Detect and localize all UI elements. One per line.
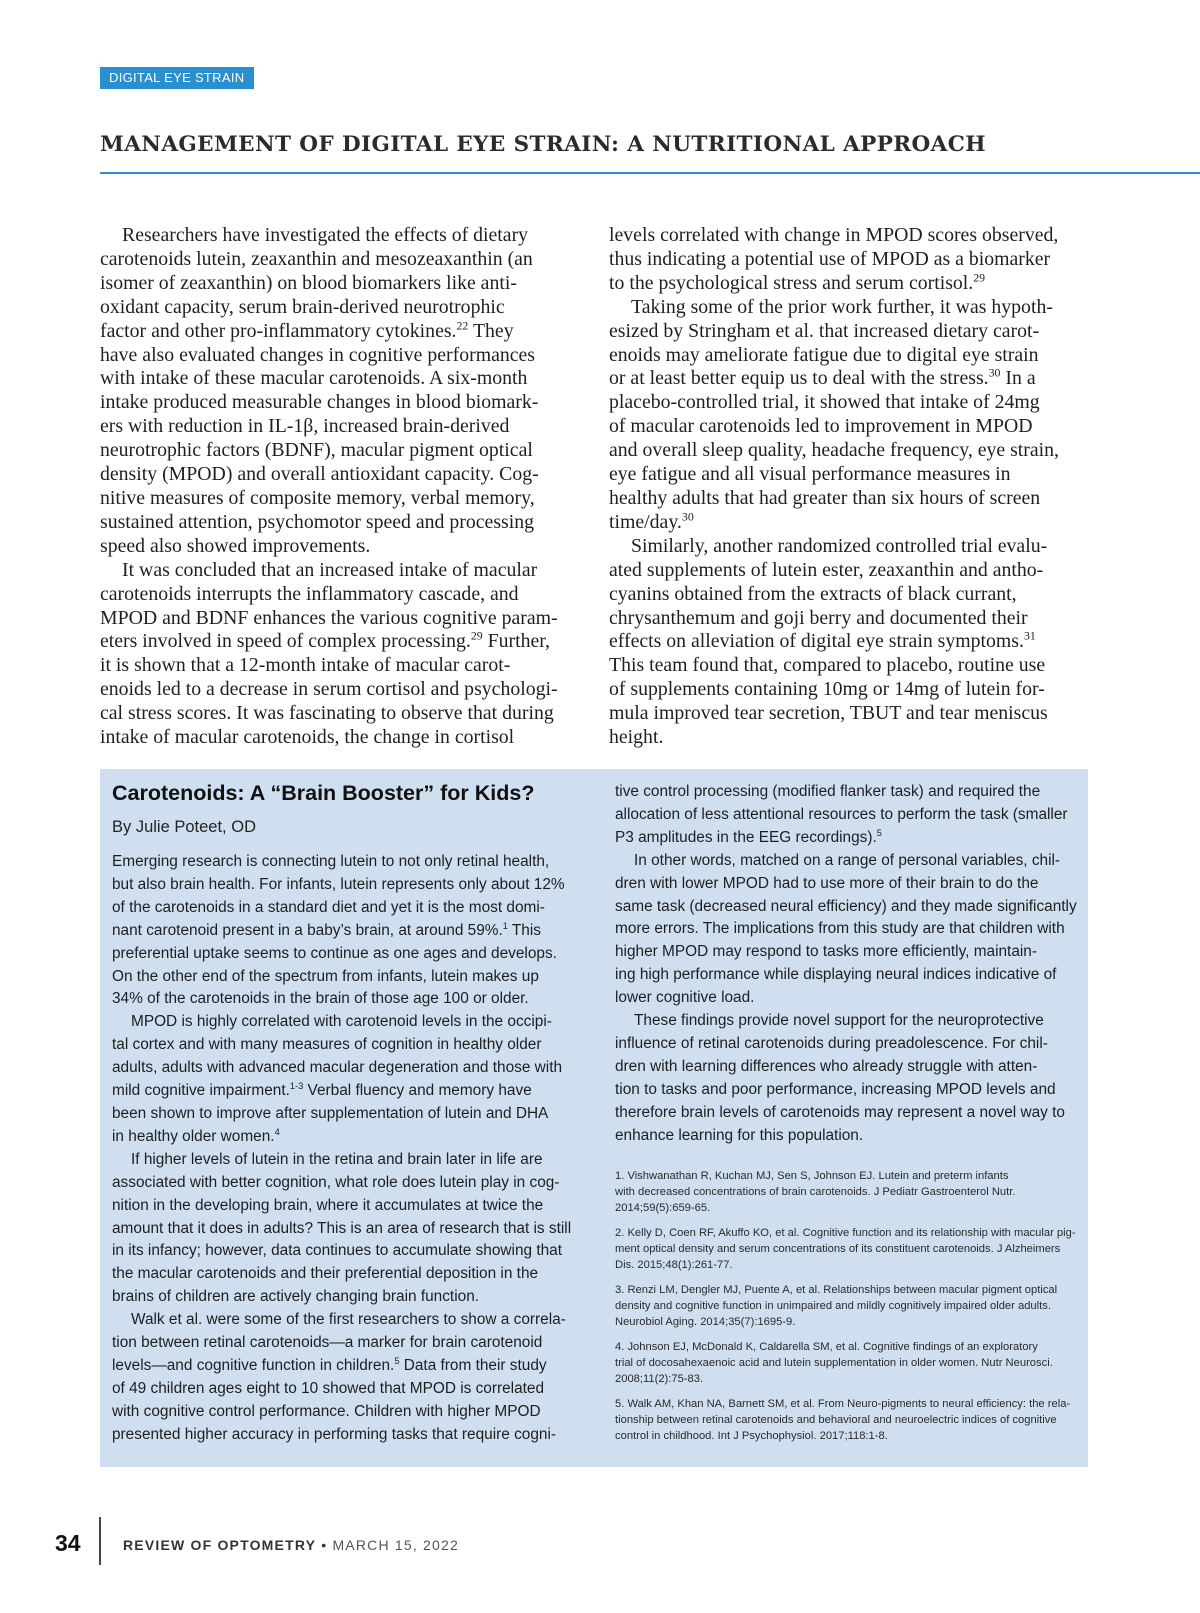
citation-superscript: 30 [681,509,694,524]
text-line: it is shown that a 12-month intake of macular carot- [100,654,511,677]
footer-separator: • [316,1537,333,1553]
text-line: to the psychological stress and serum cortisol.$^{29}$ [609,270,986,294]
text-line: MPOD and BDNF enhances the various cognitive param- [100,606,558,629]
text-line: enoids led to a decrease in serum cortisol and psychologi- [100,678,558,701]
text-line: 5. Walk AM, Khan NA, Barnett SM, et al. From Neuro-pigments to neural efficiency: the rela- [615,1398,1071,1410]
citation-superscript: 30 [988,365,1001,380]
text-line: Similarly, another randomized controlled trial evalu- [631,534,1048,557]
text-line: nition in the developing brain, where it accumulates at twice the [112,1196,544,1214]
text-line: nitive measures of composite memory, verbal memory, [100,486,535,509]
running-footer [123,1537,459,1553]
paragraph [100,224,582,559]
citation-superscript: 22 [456,318,469,333]
paragraph [615,781,1070,850]
text-line: height. [609,726,664,749]
text-line: eters involved in speed of complex processing.$^{29}$ Further, [100,628,551,653]
paragraph [609,296,1091,535]
text-line: in healthy older women.$^4$ [112,1126,280,1145]
text-line: allocation of less attentional resources to perform the task (smaller [615,805,1068,823]
citation-superscript: 1 [502,920,508,931]
text-line: of supplements containing 10mg or 14mg of lutein for- [609,678,1045,701]
text-line: cal stress scores. It was fascinating to observe that during [100,702,554,725]
paragraph [112,1309,567,1446]
text-line: trial of docosahexaenoic acid and lutein supplementation in older women. Nutr Neurosci. [615,1357,1053,1369]
text-line: 1. Vishwanathan R, Kuchan MJ, Sen S, Johnson EJ. Lutein and preterm infants [615,1170,1009,1182]
text-line: dren with learning differences who already struggle with atten- [615,1057,1038,1075]
references-list [615,1168,1075,1453]
text-line: neurotrophic factors (BDNF), macular pigment optical [100,439,533,462]
text-line: have also evaluated changes in cognitive performances [100,343,536,366]
text-line: Walk et al. were some of the first researchers to show a correla- [131,1311,566,1329]
text-line: time/day.$^{30}$ [609,509,694,533]
sidebar-column-left [112,851,572,1447]
text-line: esized by Stringham et al. that increased dietary carot- [609,319,1040,342]
citation-superscript: 4 [274,1126,280,1137]
text-line: P3 amplitudes in the EEG recordings).$^5$ [615,827,882,846]
text-line: ing high performance while displaying neural indices indicative of [615,966,1057,984]
text-line: Neurobiol Aging. 2014;35(7):1695-9. [615,1316,796,1328]
text-line: mild cognitive impairment.$^{1-3}$ Verbal fluency and memory have [112,1080,532,1100]
text-line: eye fatigue and all visual performance measures in [609,463,1011,486]
text-line: 3. Renzi LM, Dengler MJ, Puente A, et al. Relationships between macular pigment optical [615,1284,1058,1296]
reference-item [615,1396,1075,1444]
text-line: 2014;59(5):659-65. [615,1202,711,1214]
title-divider [100,172,1200,174]
text-line: higher MPOD may respond to tasks more efficiently, maintain- [615,943,1037,961]
text-line: It was concluded that an increased intake of macular [122,558,538,581]
text-line: more errors. The implications from this study are that children with [615,920,1065,938]
page-number: 34 [55,1530,81,1556]
text-line: ated supplements of lutein ester, zeaxanthin and antho- [609,558,1044,581]
sidebar-title: Carotenoids: A “Brain Booster” for Kids? [112,781,535,805]
text-line: the macular carotenoids and their preferential deposition in the [112,1265,539,1283]
text-line: MPOD is highly correlated with carotenoid levels in the occipi- [131,1013,552,1031]
text-line: tion between retinal carotenoids—a marker for brain carotenoid [112,1334,543,1352]
text-line: in its infancy; however, data continues to accumulate showing that [112,1242,563,1260]
sidebar-column-right [615,781,1077,1148]
text-line: levels—and cognitive function in children.$^5$ Data from their study [112,1355,547,1374]
text-line: control in childhood. Int J Psychophysiol. 2017;118:1-8. [615,1430,888,1442]
text-line: ment optical density and serum concentrations of its constituent carotenoids. J Alzheimers [615,1243,1061,1255]
body-column-right [609,224,1091,750]
text-line: Emerging research is connecting lutein to not only retinal health, [112,853,550,870]
text-line: tal cortex and with many measures of cognition in healthy older [112,1036,542,1054]
text-line: mula improved tear secretion, TBUT and tear meniscus [609,702,1048,725]
text-line: Researchers have investigated the effects of dietary [122,224,529,246]
text-line: therefore brain levels of carotenoids may represent a novel way to [615,1103,1065,1121]
text-line: enhance learning for this population. [615,1126,864,1144]
text-line: oxidant capacity, serum brain-derived neurotrophic [100,295,505,318]
paragraph [615,850,1077,1010]
text-line: associated with better cognition, what role does lutein play in cog- [112,1173,560,1191]
text-line: amount that it does in adults? This is an area of research that is still [112,1219,572,1237]
text-line: with intake of these macular carotenoids. A six-month [100,367,528,390]
text-line: tion to tasks and poor performance, increasing MPOD levels and [615,1080,1056,1098]
text-line: placebo-controlled trial, it showed that intake of 24mg [609,391,1040,414]
body-column-left [100,224,582,750]
citation-superscript: 1-3 [289,1080,304,1091]
text-line: of the carotenoids in a standard diet and yet it is the most domi- [112,898,545,916]
text-line: intake produced measurable changes in blood biomark- [100,391,539,414]
text-line: tive control processing (modified flanker task) and required the [615,783,1041,800]
citation-superscript: 31 [1023,628,1036,643]
paragraph [112,1011,567,1148]
paragraph [112,1149,572,1309]
text-line: factor and other pro-inflammatory cytokines.$^{22}$ They [100,318,514,342]
citation-superscript: 29 [973,270,986,285]
text-line: Taking some of the prior work further, it was hypoth- [631,295,1053,318]
text-line: preferential uptake seems to continue as one ages and develops. [112,944,557,962]
article-title: MANAGEMENT OF DIGITAL EYE STRAIN: A NUTRITIONAL APPROACH [100,132,986,157]
text-line: nant carotenoid present in a baby’s brain, at around 59%.$^1$ This [112,920,541,939]
paragraph [609,535,1091,750]
text-line: 2008;11(2):75-83. [615,1373,704,1385]
paragraph [112,851,567,1011]
text-line: speed also showed improvements. [100,534,371,557]
text-line: thus indicating a potential use of MPOD as a biomarker [609,247,1051,270]
text-line: 2. Kelly D, Coen RF, Akuffo KO, et al. Cognitive function and its relationship with macular pig- [615,1227,1076,1239]
citation-superscript: 29 [470,628,483,643]
reference-item [615,1339,1075,1387]
reference-item [615,1225,1075,1273]
text-line: In other words, matched on a range of personal variables, chil- [634,851,1061,869]
text-line: with decreased concentrations of brain carotenoids. J Pediatr Gastroenterol Nutr. [615,1186,1016,1198]
text-line: intake of macular carotenoids, the change in cortisol [100,726,515,749]
reference-item [615,1282,1075,1330]
text-line: ers with reduction in IL-1β, increased brain-derived [100,415,510,438]
section-tag: DIGITAL EYE STRAIN [100,67,254,89]
issue-date: MARCH 15, 2022 [332,1537,459,1553]
publication-name: REVIEW OF OPTOMETRY [123,1537,317,1553]
text-line: brains of children are actively changing brain function. [112,1288,480,1306]
text-line: with cognitive control performance. Children with higher MPOD [112,1402,541,1420]
text-line: adults, adults with advanced macular degeneration and those with [112,1059,563,1077]
paragraph [615,1010,1070,1147]
text-line: same task (decreased neural efficiency) and they made significantly [615,897,1077,915]
text-line: sustained attention, psychomotor speed and processing [100,510,534,533]
footer-divider [99,1517,101,1565]
citation-superscript: 5 [394,1355,400,1366]
sidebar-byline: By Julie Poteet, OD [112,818,256,836]
text-line: levels correlated with change in MPOD scores observed, [609,224,1059,246]
text-line: of macular carotenoids led to improvement in MPOD [609,415,1033,438]
text-line: This team found that, compared to placebo, routine use [609,654,1046,677]
text-line: 34% of the carotenoids in the brain of those age 100 or older. [112,990,529,1008]
text-line: healthy adults that had greater than six hours of screen [609,486,1041,509]
text-line: and overall sleep quality, headache frequency, eye strain, [609,439,1059,462]
paragraph [100,559,582,750]
reference-item [615,1168,1075,1216]
text-line: density (MPOD) and overall antioxidant capacity. Cog- [100,463,539,486]
text-line: lower cognitive load. [615,989,755,1007]
text-line: presented higher accuracy in performing tasks that require cogni- [112,1425,556,1443]
text-line: dren with lower MPOD had to use more of their brain to do the [615,874,1039,892]
text-line: 4. Johnson EJ, McDonald K, Caldarella SM, et al. Cognitive findings of an exploratory [615,1341,1038,1353]
text-line: density and cognitive function in unimpaired and mildly cognitively impaired older adults. [615,1300,1051,1312]
text-line: If higher levels of lutein in the retina and brain later in life are [131,1150,543,1168]
text-line: cyanins obtained from the extracts of black currant, [609,582,1017,605]
citation-superscript: 5 [876,827,882,838]
text-line: carotenoids lutein, zeaxanthin and mesozeaxanthin (an [100,247,533,270]
text-line: These findings provide novel support for the neuroprotective [634,1012,1044,1030]
text-line: influence of retinal carotenoids during preadolescence. For chil- [615,1034,1048,1052]
text-line: or at least better equip us to deal with the stress.$^{30}$ In a [609,365,1036,390]
text-line: chrysanthemum and goji berry and documented their [609,606,1028,629]
text-line: carotenoids interrupts the inflammatory cascade, and [100,582,519,605]
text-line: isomer of zeaxanthin) on blood biomarkers like anti- [100,271,517,294]
text-line: enoids may ameliorate fatigue due to digital eye strain [609,343,1039,366]
text-line: tionship between retinal carotenoids and behavioral and neuroelectric indices of cognitive [615,1414,1057,1426]
paragraph [609,224,1091,296]
text-line: of 49 children ages eight to 10 showed that MPOD is correlated [112,1379,545,1397]
text-line: effects on alleviation of digital eye strain symptoms.$^{31}$ [609,628,1036,653]
text-line: been shown to improve after supplementation of lutein and DHA [112,1104,549,1122]
text-line: but also brain health. For infants, lutein represents only about 12% [112,875,565,893]
text-line: On the other end of the spectrum from infants, lutein makes up [112,967,539,985]
text-line: Dis. 2015;48(1):261-77. [615,1259,733,1271]
